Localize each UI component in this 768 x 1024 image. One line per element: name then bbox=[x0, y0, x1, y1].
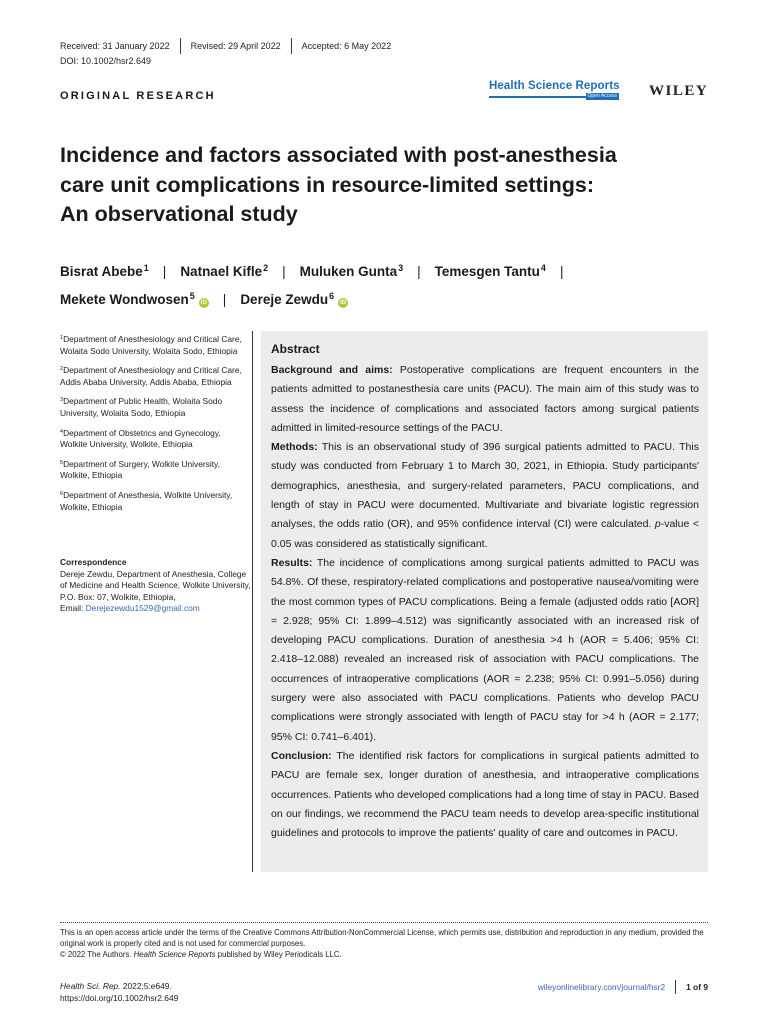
citation bbox=[60, 980, 178, 1004]
citation-doi[interactable]: https://doi.org/10.1002/hsr2.649 bbox=[60, 993, 179, 1003]
received-date: Received: 31 January 2022 bbox=[60, 41, 170, 51]
license-text: This is an open access article under the terms of the Creative Commons Attribution-NonCommercial License, which permits use, distribution and reproduction in any medium, provided the original work is properly cited and is not used for commercial purposes. bbox=[60, 928, 704, 949]
correspondence-address: Dereje Zewdu, Department of Anesthesia, College of Medicine and Health Science, Wolkite University, P.O. Box: 07, Wolkite, Ethiopia, bbox=[60, 568, 251, 602]
author-name[interactable]: Muluken Gunta$^3$ bbox=[299, 263, 404, 279]
author-separator: | bbox=[282, 264, 286, 279]
title-line: Incidence and factors associated with post-anesthesia bbox=[60, 143, 617, 167]
journal-name: Health Science Reports bbox=[489, 80, 620, 92]
affiliations bbox=[60, 333, 250, 520]
article-dates bbox=[60, 38, 391, 54]
affiliation: $^5$Department of Surgery, Wolkite University, Wolkite, Ethiopia bbox=[60, 458, 220, 481]
accepted-date: Accepted: 6 May 2022 bbox=[301, 41, 392, 51]
author-separator: | bbox=[417, 264, 421, 279]
article-title bbox=[60, 141, 660, 230]
email-link[interactable]: Derejezewdu1529@gmail.com bbox=[85, 603, 200, 614]
footer-right bbox=[538, 980, 708, 994]
revised-date: Revised: 29 April 2022 bbox=[190, 41, 281, 51]
correspondence bbox=[60, 557, 255, 615]
journal-logo[interactable] bbox=[489, 80, 620, 102]
author-name[interactable]: Natnael Kifle$^2$ bbox=[180, 263, 269, 279]
column-divider bbox=[252, 331, 253, 872]
open-access-badge: Open Access bbox=[587, 93, 617, 99]
abstract-heading: Abstract bbox=[271, 342, 320, 356]
affiliation: $^3$Department of Public Health, Wolaita Sodo University, Wolaita Sodo, Ethiopia bbox=[60, 396, 223, 418]
date-divider bbox=[291, 38, 292, 54]
license-note bbox=[60, 927, 710, 961]
copyright-line: © 2022 The Authors. Health Science Reports published by Wiley Periodicals LLC. bbox=[60, 950, 342, 960]
section-label: ORIGINAL RESEARCH bbox=[60, 90, 216, 102]
doi: DOI: 10.1002/hsr2.649 bbox=[60, 56, 152, 66]
author-separator: | bbox=[559, 264, 564, 279]
page-number: 1 of 9 bbox=[686, 982, 708, 992]
publisher-logo[interactable]: WILEY bbox=[649, 83, 709, 99]
affiliation: $^6$Department of Anesthesia, Wolkite University, Wolkite, Ethiopia bbox=[60, 489, 233, 512]
author-name[interactable]: Mekete Wondwosen$^5$ bbox=[60, 291, 195, 307]
author-name[interactable]: Temesgen Tantu$^4$ bbox=[434, 263, 546, 279]
author-line bbox=[60, 256, 720, 284]
date-divider bbox=[180, 38, 181, 54]
footer-separator bbox=[675, 980, 676, 994]
abstract-conclusion: Conclusion: The identified risk factors for complications in surgical patients admitted to PACU are female sex, longer duration of anesthesia, and intraoperative complications occurrences. Patients who developed complications had a long time of stay in PACU. Based on our findings, we recommend the PACU team needs to develop area-specific institutional guidelines and protocols to improve the patients' quality of care and outcomes in PACU. bbox=[271, 749, 699, 840]
author-separator: | bbox=[162, 264, 167, 279]
affiliation: $^4$Department of Obstetrics and Gynecology, Wolkite University, Wolkite, Ethiopia bbox=[60, 427, 221, 450]
author-separator: | bbox=[222, 292, 227, 307]
citation-line: Health Sci. Rep. 2022;5:e649. bbox=[60, 981, 172, 991]
abstract-box bbox=[261, 331, 708, 872]
abstract-results: Results: The incidence of complications among surgical patients admitted to PACU was 54.8%. Of these, respiratory-related complications and postoperative nausea/vomiting were the most common types of PACU complications. Being a female (adjusted odds ratio [AOR] = 2.928; 95% CI: 1.899–4.512) was significantly associated with an increased risk of developing PACU complications. Duration of anesthesia >4 h (AOR = 5.406; 95% CI: 2.418–12.088) revealed an increased risk of association with PACU complications. The occurrences of intraoperative complications (AOR = 2.238; 95% CI: 0.991–5.056) during surgery were also associated with PACU complications. Patients who develop PACU complications were strongly associated with length of PACU stay for >4 h (AOR = 2.177; 95% CI: 0.741–6.401). bbox=[271, 556, 700, 743]
orcid-icon[interactable]: iD bbox=[340, 300, 347, 306]
title-line: An observational study bbox=[60, 202, 298, 226]
abstract-methods: Methods: This is an observational study of 396 surgical patients admitted to PACU. This study was conducted from February 1 to March 30, 2021, in Ethiopia. Study participants' demographics, anesthesia, and surgery-related parameters, PACU complications, and length of stay in PACU were documented. Multivariate and bivariate logistic regression analyses, the odds ratio (OR), and 95% confidence interval (CI) were calculated. p-value < 0.05 was considered as statistically significant. bbox=[271, 441, 699, 550]
author-name[interactable]: Dereje Zewdu$^6$ bbox=[240, 291, 335, 307]
abstract-background: Background and aims: Postoperative complications are frequent encounters in the patients admitted to postanesthesia care units (PACU). The main aim of this study was to assess the incidence of complications and associated factors among surgical patients admitted in limited-resource settings of the PACU. bbox=[271, 364, 699, 434]
author-name[interactable]: Bisrat Abebe$^1$ bbox=[60, 263, 149, 279]
footer-divider bbox=[60, 922, 708, 923]
affiliation: $^2$Department of Anesthesiology and Critical Care, Addis Ababa University, Addis Ababa, Ethiopia bbox=[60, 365, 242, 387]
correspondence-heading: Correspondence bbox=[60, 557, 127, 567]
correspondence-email-row: Email: Derejezewdu1529@gmail.com bbox=[60, 603, 200, 614]
journal-url-link[interactable]: wileyonlinelibrary.com/journal/hsr2 bbox=[537, 982, 666, 992]
author-line bbox=[60, 284, 720, 312]
title-line: care unit complications in resource-limited settings: bbox=[60, 172, 595, 197]
affiliation: $^1$Department of Anesthesiology and Critical Care, Wolaita Sodo University, Wolaita Sodo, Ethiopia bbox=[60, 334, 242, 356]
author-list bbox=[60, 256, 720, 312]
orcid-icon[interactable]: iD bbox=[200, 300, 207, 306]
